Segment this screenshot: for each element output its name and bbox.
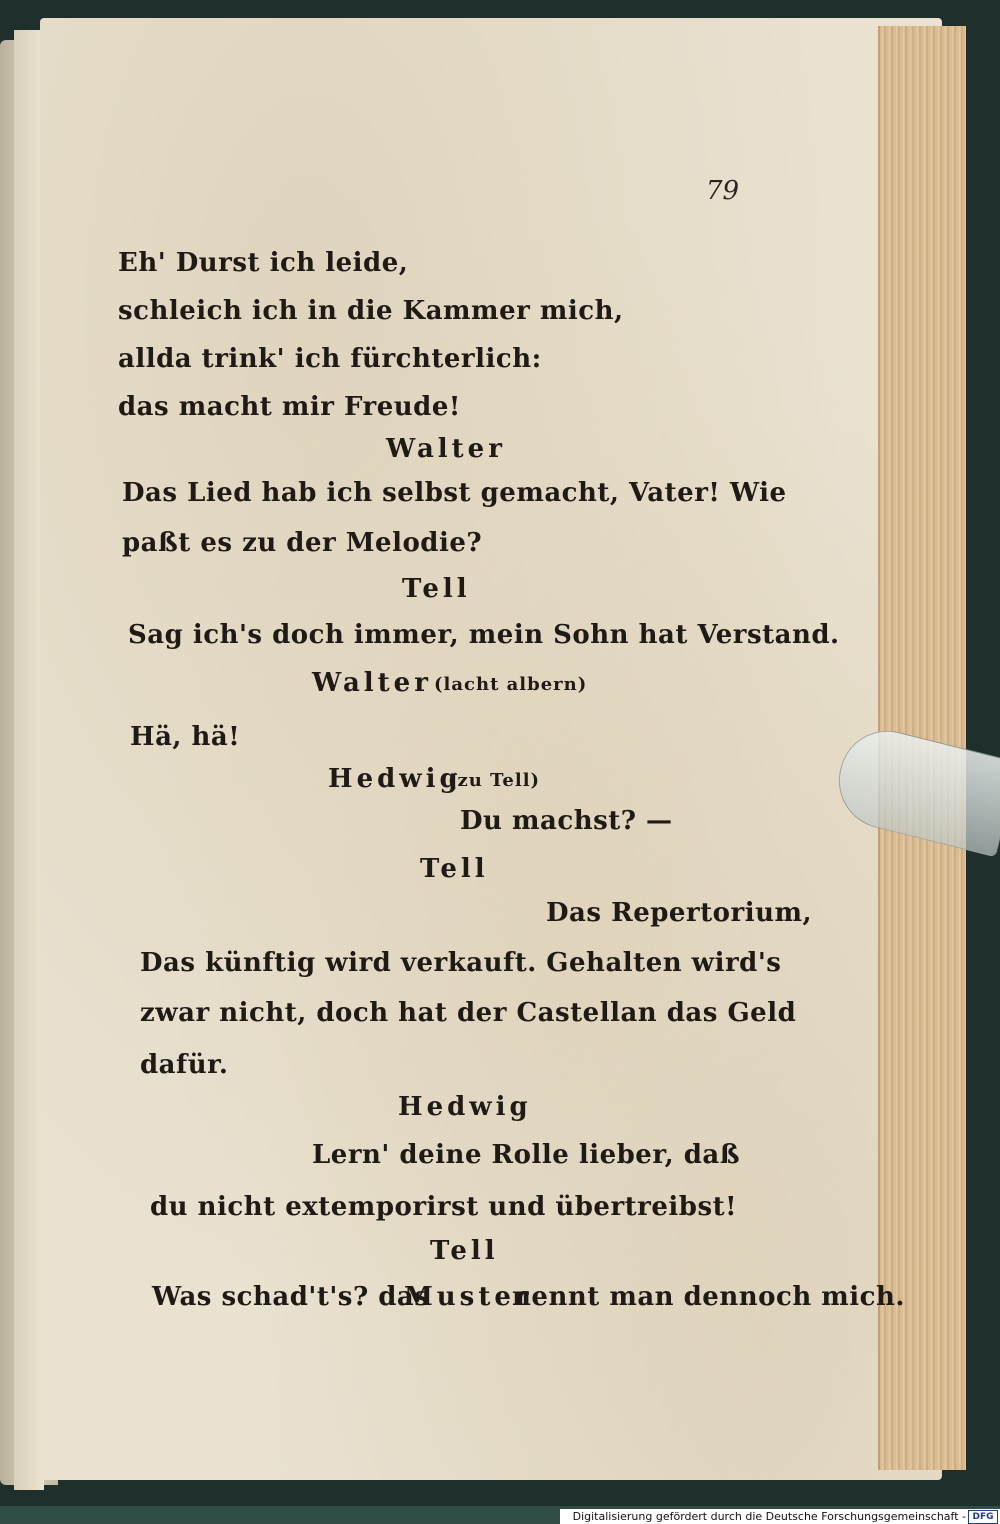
speaker-name: Tell: [420, 854, 489, 884]
verse-line: das macht mir Freude!: [118, 392, 461, 422]
speaker-name: Tell: [430, 1236, 499, 1266]
dialogue-line: Sag ich's doch immer, mein Sohn hat Verstand.: [128, 620, 840, 650]
stage-direction: (zu Tell): [448, 770, 541, 791]
emphasized-word: Muster: [404, 1282, 533, 1312]
dialogue-line: Das Repertorium,: [546, 898, 813, 928]
speaker-name: Tell: [402, 574, 471, 604]
speaker-name: Walter: [386, 434, 506, 464]
dialogue-line: Hä, hä!: [130, 722, 241, 752]
dialogue-line: Lern' deine Rolle lieber, daß: [312, 1140, 741, 1170]
dfg-logo: DFG: [968, 1510, 998, 1524]
dialogue-line: nennt man dennoch mich.: [512, 1282, 905, 1312]
speaker-name: Walter: [312, 668, 432, 698]
page-number: 79: [706, 176, 740, 206]
dialogue-line: Was schad't's? das: [152, 1282, 430, 1312]
stage-direction: (lacht albern): [434, 674, 588, 695]
dialogue-line: zwar nicht, doch hat der Castellan das Geld: [140, 998, 797, 1028]
verse-line: allda trink' ich fürchterlich:: [118, 344, 542, 374]
speaker-name: Hedwig: [328, 764, 462, 794]
footer-credit: Digitalisierung gefördert durch die Deutsche Forschungsgemeinschaft -: [572, 1510, 966, 1523]
dialogue-line: du nicht extemporirst und übertreibst!: [150, 1192, 738, 1222]
dialogue-line: paßt es zu der Melodie?: [122, 528, 483, 558]
footer-bar: [560, 1509, 1000, 1524]
dialogue-line: Das Lied hab ich selbst gemacht, Vater! Wie: [122, 478, 787, 508]
dialogue-line: Du machst? —: [460, 806, 673, 836]
dialogue-line: dafür.: [140, 1050, 229, 1080]
dialogue-line: Das künftig wird verkauft. Gehalten wird's: [140, 948, 782, 978]
verse-line: Eh' Durst ich leide,: [118, 248, 409, 278]
speaker-name: Hedwig: [398, 1092, 532, 1122]
verse-line: schleich ich in die Kammer mich,: [118, 296, 624, 326]
